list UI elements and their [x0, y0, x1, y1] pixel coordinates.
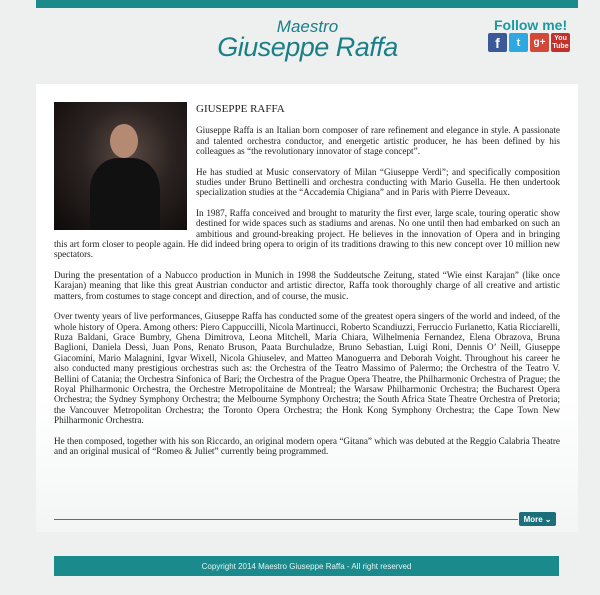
portrait-body [90, 158, 160, 230]
paragraph-4: During the presentation of a Nabucco production in Munich in 1998 the Suddeutsche Zeitung, stated “Wie einst Karajan” (like once Karajan) meaning that like this great Austrian conductor and artistic director, Raffa took thoroughly charge of all creative and artistic matters, from costumes to stage concept and direction, and of course, the music. [54, 269, 560, 301]
paragraph-3: In 1987, Raffa conceived and brought to maturity the first ever, large scale, touring operatic show destined for wide spaces such as stadiums and arenas. No one until then had embarked on such an ambitious and ground-breaking project. He believes in the innovation of Opera and in bringing this art form closer to people again. He did indeed bring opera to origin of its traditions drawing to this new concept over 10 million new spectators. [54, 207, 560, 260]
copyright-text: Copyright 2014 Maestro Giuseppe Raffa - All right reserved [201, 561, 412, 571]
article-body [54, 102, 560, 466]
youtube-icon[interactable]: You Tube [551, 33, 570, 52]
chevron-down-icon: ⌄ [544, 514, 552, 524]
more-label: More [523, 514, 543, 524]
paragraph-5: Over twenty years of live performances, Giuseppe Raffa has conducted some of the greatest opera singers of the world and indeed, of the whole history of Opera. Among others: Piero Cappuccilli, Nicola Martinucci, Roberto Scandiuzzi, Ferruccio Furlanetto, Katia Ricciarelli, Ruza Baldani, Grace Bumbry, Ghena Dimitrova, Leona Mitchell, Maria Chiara, Wilhelmenia Fernandez, Elena Obrazova, Bruna Baglioni, Daniela Dessì, Juan Pons, Renato Bruson, Paata Burchuladze, Bruno Sebastian, Luigi Roni, Dennis O’ Neill, Giuseppe Giacomini, Mario Malagnini, Igvar Wixell, Nicola Ghiuselev, and Matteo Manoguerra and Deborah Voight. Throughout his career he also conducted many prestigious orchestras such as: the Orchestra of the Teatro Massimo of Palermo; the Orchestra of the Teatro V. Bellini of Catania; the Orchestra Sinfonica of Bari; the Orchestra of the Prague Opera Theatre, the Philharmonic Orchestra of Prague; the Royal Philharmonic Orchestra, the Orchestre Metropolitaine de Montreal; the Warsaw Philharmonic Orchestra; the Bucharest Opera Orchestra; the Sydney Symphony Orchestra; the Melbourne Symphony Orchestra; the South Africa State Theatre Orchestra of Pretoria; the Vancouver Metropolitan Orchestra; the Toronto Opera Orchestra; the Honk Kong Symphony Orchestra; the Cape Town New Philharmonic Orchestra. [54, 311, 560, 426]
top-accent-bar [36, 0, 578, 8]
portrait-head [110, 124, 138, 158]
google-plus-icon[interactable]: g+ [530, 33, 549, 52]
content-panel [36, 84, 578, 532]
logo-subtitle: Maestro [276, 17, 339, 36]
paragraph-1: Giuseppe Raffa is an Italian born composer of rare refinement and elegance in style. A passionate and talented orchestra conductor, and energetic artistic producer, he has been defined by his colleagues as “the revolutionary innovator of stage concept”. [196, 125, 560, 157]
more-divider [54, 519, 518, 520]
site-logo[interactable] [215, 18, 400, 61]
paragraph-2: He has studied at Music conservatory of Milan “Giuseppe Verdi”; and specifically composition studies under Bruno Bettinelli and orchestra conducting with Mario Gusella. He then undertook specialization studies at the “Accademia Chigiana” and in Paris with Pierre Deveaux. [196, 166, 560, 198]
portrait-photo [54, 102, 187, 230]
more-button[interactable] [519, 512, 556, 526]
footer-bar [54, 556, 559, 576]
logo-title: Giuseppe Raffa [217, 32, 398, 62]
paragraph-6: He then composed, together with his son Riccardo, an original modern opera “Gitana” which was debuted at the Reggio Calabria Theatre and an original musical of “Romeo & Juliet” currently being programmed. [54, 435, 560, 456]
follow-label: Follow me! [494, 17, 568, 33]
social-links [488, 33, 570, 52]
facebook-icon[interactable]: f [488, 33, 507, 52]
article-heading: GIUSEPPE RAFFA [196, 103, 285, 115]
twitter-icon[interactable]: t [509, 33, 528, 52]
